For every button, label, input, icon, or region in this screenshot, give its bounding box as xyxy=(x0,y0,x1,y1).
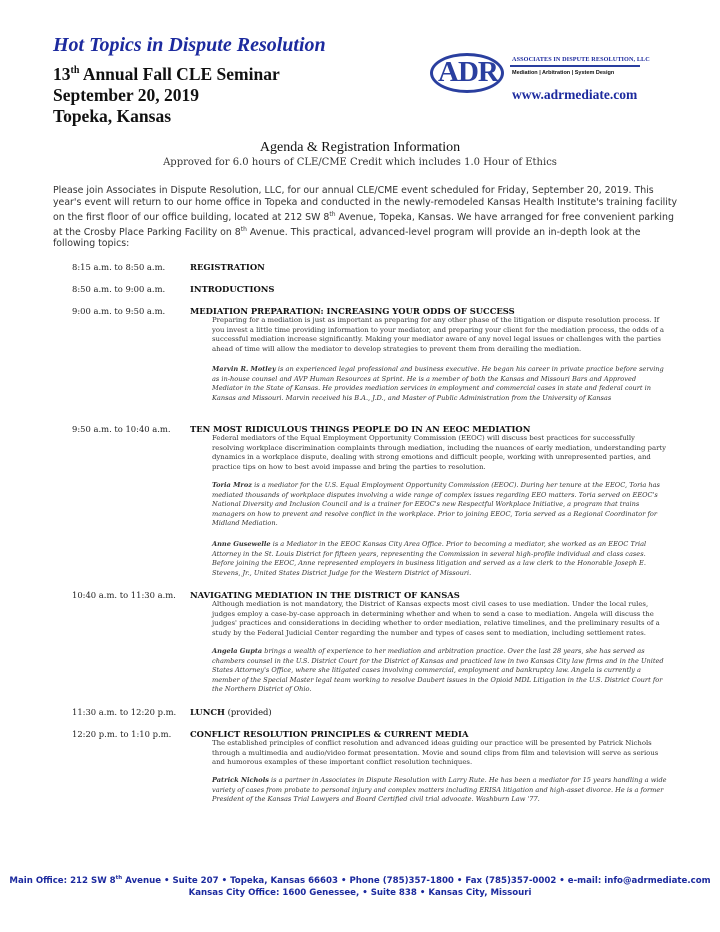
schedule-time: 9:50 a.m. to 10:40 a.m. xyxy=(72,424,171,434)
schedule-topic: INTRODUCTIONS xyxy=(190,284,275,294)
seminar-heading xyxy=(53,60,280,127)
schedule-topic: LUNCH (provided) xyxy=(190,707,272,717)
speaker-name: Marvin R. Motley xyxy=(212,365,276,373)
session-description: Federal mediators of the Equal Employment Opportunity Commission (EEOC) will discuss best practices for successfully resolving workplace discrimination complaints through mediation, including the nuances of early mediation, understanding party dynamics in a workplace dispute, dealing with strong emotions and difficult people, working with unrepresented parties, and practice tips on how to best avoid impasse and bring the parties to resolution. xyxy=(212,434,667,471)
logo-letters: ADR xyxy=(438,56,498,88)
schedule-topic: MEDIATION PREPARATION: INCREASING YOUR ODDS OF SUCCESS xyxy=(190,306,515,316)
schedule-time: 8:50 a.m. to 9:00 a.m. xyxy=(72,284,166,294)
kansas-city-office-address: Kansas City Office: 1600 Genessee, • Suite 838 • Kansas City, Missouri xyxy=(188,888,532,899)
session-description: Preparing for a mediation is just as important as preparing for any other phase of the litigation or dispute resolution process. If you invest a little time providing information to your mediator, and preparing your client for the mediation process, the odds of a successful mediation increase significantly. Making your mediator aware of any novel legal issues or challenges with the parties ahead of time will allow the mediator to develop strategies to prevent them from derailing the mediation. xyxy=(212,316,664,353)
schedule-topic: NAVIGATING MEDIATION IN THE DISTRICT OF KANSAS xyxy=(190,590,460,600)
speaker-name: Anne Gusewelle xyxy=(212,540,271,548)
footer-contact xyxy=(0,872,720,900)
schedule-topic: REGISTRATION xyxy=(190,262,265,272)
agenda-title: Agenda & Registration Information xyxy=(259,140,461,155)
seminar-series-title: Hot Topics in Dispute Resolution xyxy=(53,34,326,56)
credit-approval-note: Approved for 6.0 hours of CLE/CME Credit which includes 1.0 Hour of Ethics xyxy=(163,157,557,168)
schedule-topic: TEN MOST RIDICULOUS THINGS PEOPLE DO IN AN EEOC MEDIATION xyxy=(190,424,531,434)
seminar-name xyxy=(53,60,280,85)
seminar-location: Topeka, Kansas xyxy=(53,105,172,126)
speaker-name: Toria Mroz xyxy=(212,481,253,489)
seminar-ordinal: th xyxy=(70,65,80,76)
speaker-bio: Anne Gusewelle is a Mediator in the EEOC Kansas City Area Office. Prior to becoming a mediator, she worked as an EEOC Trial Attorney in the St. Louis District for fifteen years, representing the Commission in several high-profile individual and class cases. Before joining the EEOC, Anne represented employers in business litigation and served as a law clerk to the Honorable Joseph E. Stevens, Jr., United States District Judge for the Western District of Missouri. xyxy=(212,540,647,577)
logo-tagline: Mediation | Arbitration | System Design xyxy=(512,70,615,76)
speaker-bio: Toria Mroz is a mediator for the U.S. Equal Employment Opportunity Commission (EEOC). During her tenure at the EEOC, Toria has mediated thousands of workplace disputes involving a wide range of complex issues regarding EEO matters. Toria served on EEOC's National Diversity and Inclusion Council and is a trainer for EEOC's new Respectful Workplace Initiative, a program that trains managers on how to prevent and resolve conflict in the workplace. Prior to joining EEOC, Toria served as a Regional Coordinator for Midland Mediation. xyxy=(212,481,660,527)
website-link[interactable]: www.adrmediate.com xyxy=(512,87,638,102)
logo-divider xyxy=(510,65,640,67)
speaker-bio: Patrick Nichols is a partner in Associates in Dispute Resolution with Larry Rute. He has been a mediator for 15 years handling a wide variety of cases from probate to personal injury and complex matters including ERISA litigation and high-asset divorce. He is a former President of the Kansas Trial Lawyers and Board Certified civil trial advocate. Washburn Law '77. xyxy=(212,776,667,803)
speaker-name: Patrick Nichols xyxy=(212,776,269,784)
schedule-time: 12:20 p.m. to 1:10 p.m. xyxy=(72,729,172,739)
session-description: Although mediation is not mandatory, the District of Kansas expects most civil cases to use mediation. Under the local rules, judges employ a case-by-case approach in determining whether and when to send a case to mediation. Angela will discuss the judges' practices and considerations in deciding whether to order mediation, relative timelines, and the preliminary results of a study by the Federal Judicial Center regarding the number and types of cases sent to mediation, including settlement rates. xyxy=(212,600,660,637)
intro-paragraph: Please join Associates in Dispute Resolution, LLC, for our annual CLE/CME event scheduled for Friday, September 20, 2019. This year's event will return to our home office in Topeka and conducted in the newly-remodeled Kansas Health Institute's training facility on the first floor of our office building, located at 212 SW 8th Avenue, Topeka, Kansas. We have arranged for free convenient parking at the Crosby Place Parking Facility on 8th Avenue. This practical, advanced-level program will provide an in-depth look at the following topics: xyxy=(53,185,678,250)
schedule-time: 10:40 a.m. to 11:30 a.m. xyxy=(72,590,176,600)
seminar-label: Annual Fall CLE Seminar xyxy=(79,63,280,84)
session-description: The established principles of conflict resolution and advanced ideas guiding our practice will be presented by Patrick Nichols through a multimedia and audio/video format presentation. Movie and sound clips from film and television will serve as serious and humorous examples of these important conflict resolution techniques. xyxy=(212,739,659,766)
speaker-bio: Angela Gupta brings a wealth of experience to her mediation and arbitration practice. Over the last 28 years, she has served as chambers counsel in the U.S. District Court for the District of Kansas and practiced law in two Kansas City law firms and in the United States Attorney's Office, where she litigated cases involving commercial, employment and bankruptcy law. Angela is currently a member of the Special Master legal team working to resolve Daubert issues in the Opioid MDL Litigation in the U.S. District Court for the Northern District of Ohio. xyxy=(212,647,664,693)
logo-company-name: ASSOCIATES IN DISPUTE RESOLUTION, LLC xyxy=(512,56,650,63)
schedule-time: 11:30 a.m. to 12:20 p.m. xyxy=(72,707,177,717)
speaker-name: Angela Gupta xyxy=(212,647,263,655)
schedule-time: 9:00 a.m. to 9:50 a.m. xyxy=(72,306,166,316)
main-office-address: Main Office: 212 SW 8th Avenue • Suite 207 • Topeka, Kansas 66603 • Phone (785)357-1800 • Fax (785)357-0002 • e-mail: info@adrmediate.com xyxy=(9,875,711,886)
seminar-number: 13 xyxy=(53,63,71,84)
schedule-time: 8:15 a.m. to 8:50 a.m. xyxy=(72,262,166,272)
schedule-topic: CONFLICT RESOLUTION PRINCIPLES & CURRENT MEDIA xyxy=(190,729,469,739)
adr-logo xyxy=(430,53,650,109)
seminar-date: September 20, 2019 xyxy=(53,84,199,105)
speaker-bio: Marvin R. Motley is an experienced legal professional and business executive. He began his career in private practice before serving as in-house counsel and AVP Human Resources at Sprint. He is a member of both the Kansas and Missouri Bars and Approved Mediator in the State of Kansas. He provides mediation services in employment and commercial cases in state and federal court in Kansas and Missouri. Marvin received his B.A., J.D., and Master of Public Administration from the University of Kansas xyxy=(212,365,664,402)
